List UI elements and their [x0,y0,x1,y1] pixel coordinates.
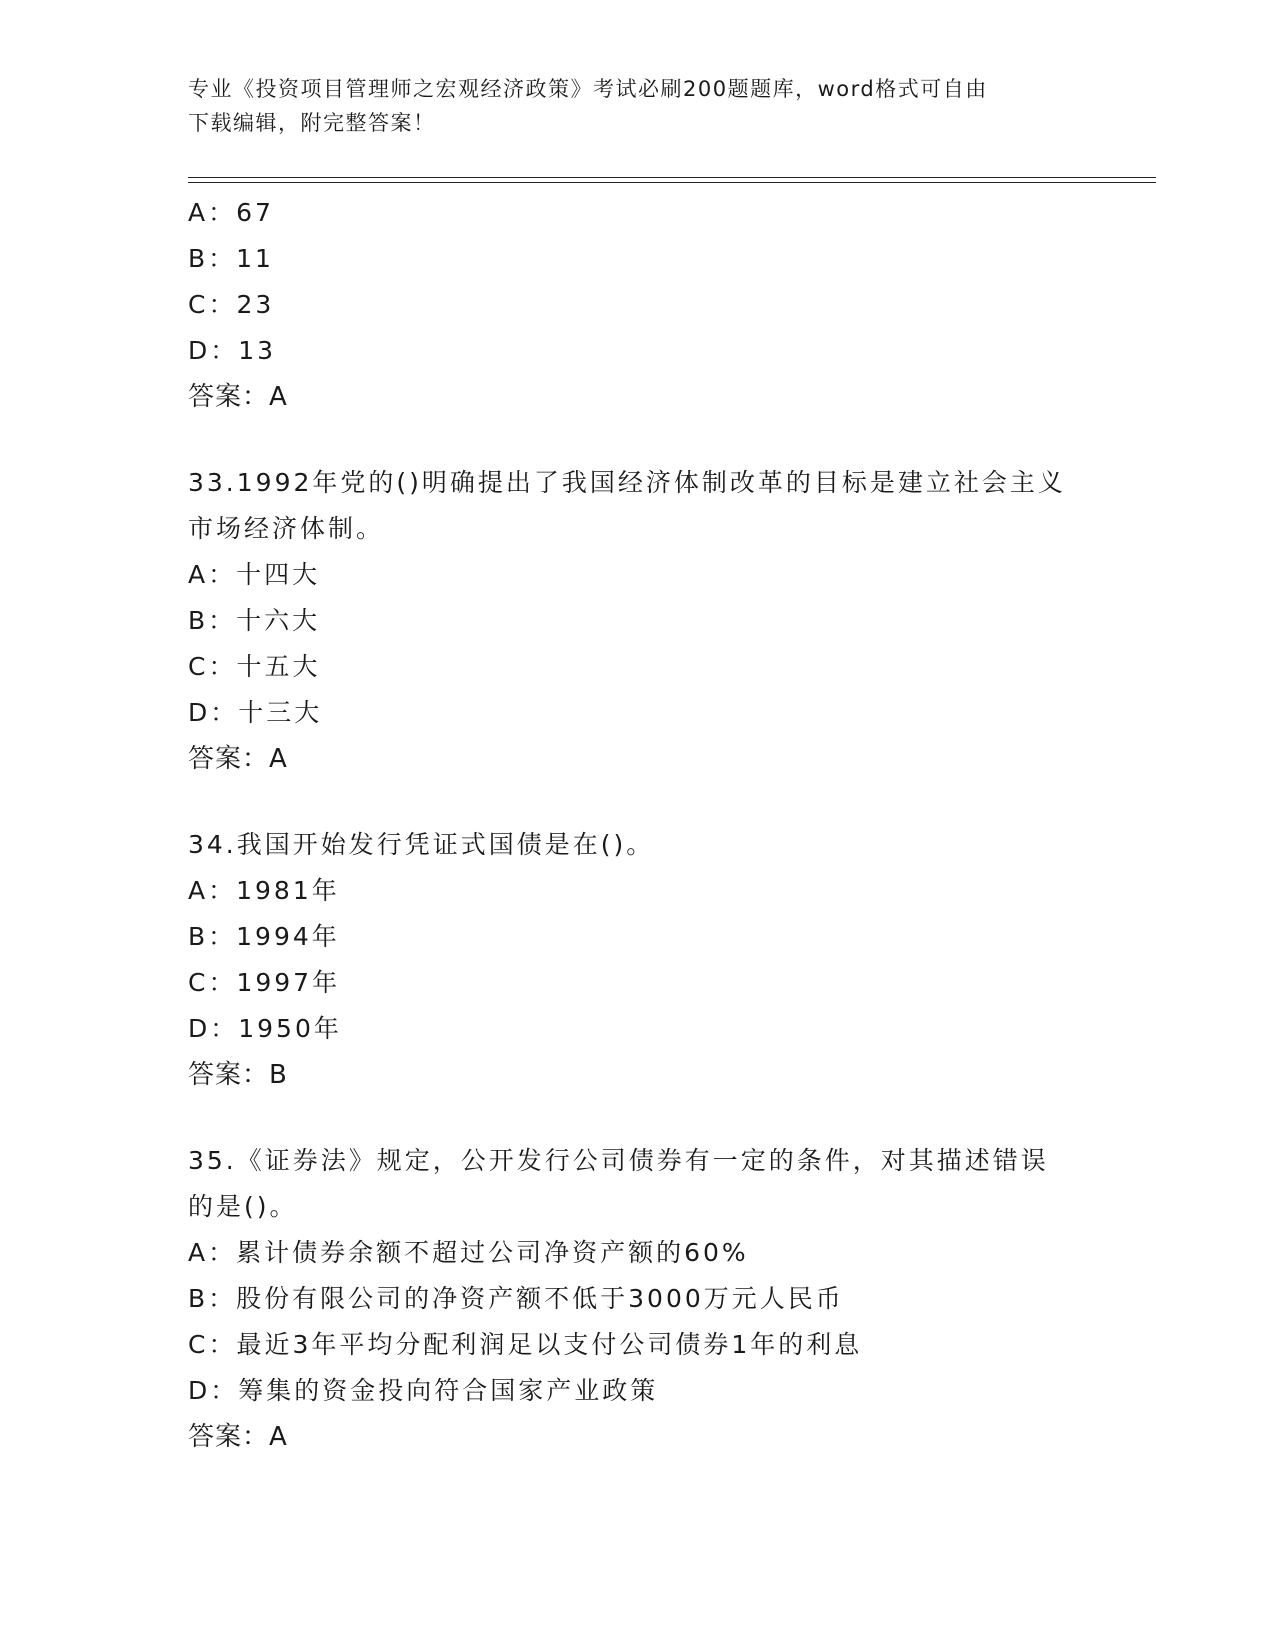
option-d: D：筹集的资金投向符合国家产业政策 [188,1376,659,1405]
question-text [188,460,1088,552]
answer-line: 答案：A [188,382,288,412]
spacer [188,420,1088,460]
option-c: C：十五大 [188,652,321,681]
spacer [188,1098,1088,1138]
header-divider-bottom [188,182,1156,183]
question-text-line: 的是()。 [188,1192,298,1221]
question-text-line: 市场经济体制。 [188,514,385,543]
header-divider-top [188,177,1156,178]
question-block-33 [188,460,1088,782]
option-a: A：十四大 [188,560,321,589]
option-b: B：1994年 [188,922,340,951]
question-text-line: 33.1992年党的()明确提出了我国经济体制改革的目标是建立社会主义 [188,468,1066,497]
question-text-line: 34.我国开始发行凭证式国债是在()。 [188,830,655,859]
question-list [188,190,1088,1460]
answer-line: 答案：A [188,744,288,774]
option-c: C：1997年 [188,968,341,997]
option-a: A：67 [188,198,274,227]
question-block-34 [188,822,1088,1098]
question-text [188,822,1088,868]
question-block-35 [188,1138,1088,1460]
question-text-line: 35.《证券法》规定，公开发行公司债券有一定的条件，对其描述错误 [188,1146,1049,1175]
answer-line: 答案：A [188,1422,288,1452]
option-c: C：23 [188,290,275,319]
option-b: B：股份有限公司的净资产额不低于3000万元人民币 [188,1284,844,1313]
option-a: A：累计债券余额不超过公司净资产额的60% [188,1238,749,1267]
option-d: D：1950年 [188,1014,342,1043]
answer-line: 答案：B [188,1060,288,1090]
header-line-2: 下载编辑，附完整答案！ [188,111,436,135]
document-header [188,72,1088,140]
option-b: B：十六大 [188,606,321,635]
option-c: C：最近3年平均分配利润足以支付公司债券1年的利息 [188,1330,863,1359]
option-b: B：11 [188,244,274,273]
header-line-1: 专业《投资项目管理师之宏观经济政策》考试必刷200题题库，word格式可自由 [188,77,988,101]
option-d: D：13 [188,336,277,365]
option-d: D：十三大 [188,698,323,727]
option-a: A：1981年 [188,876,340,905]
spacer [188,782,1088,822]
question-text [188,1138,1088,1230]
question-block-partial [188,190,1088,420]
